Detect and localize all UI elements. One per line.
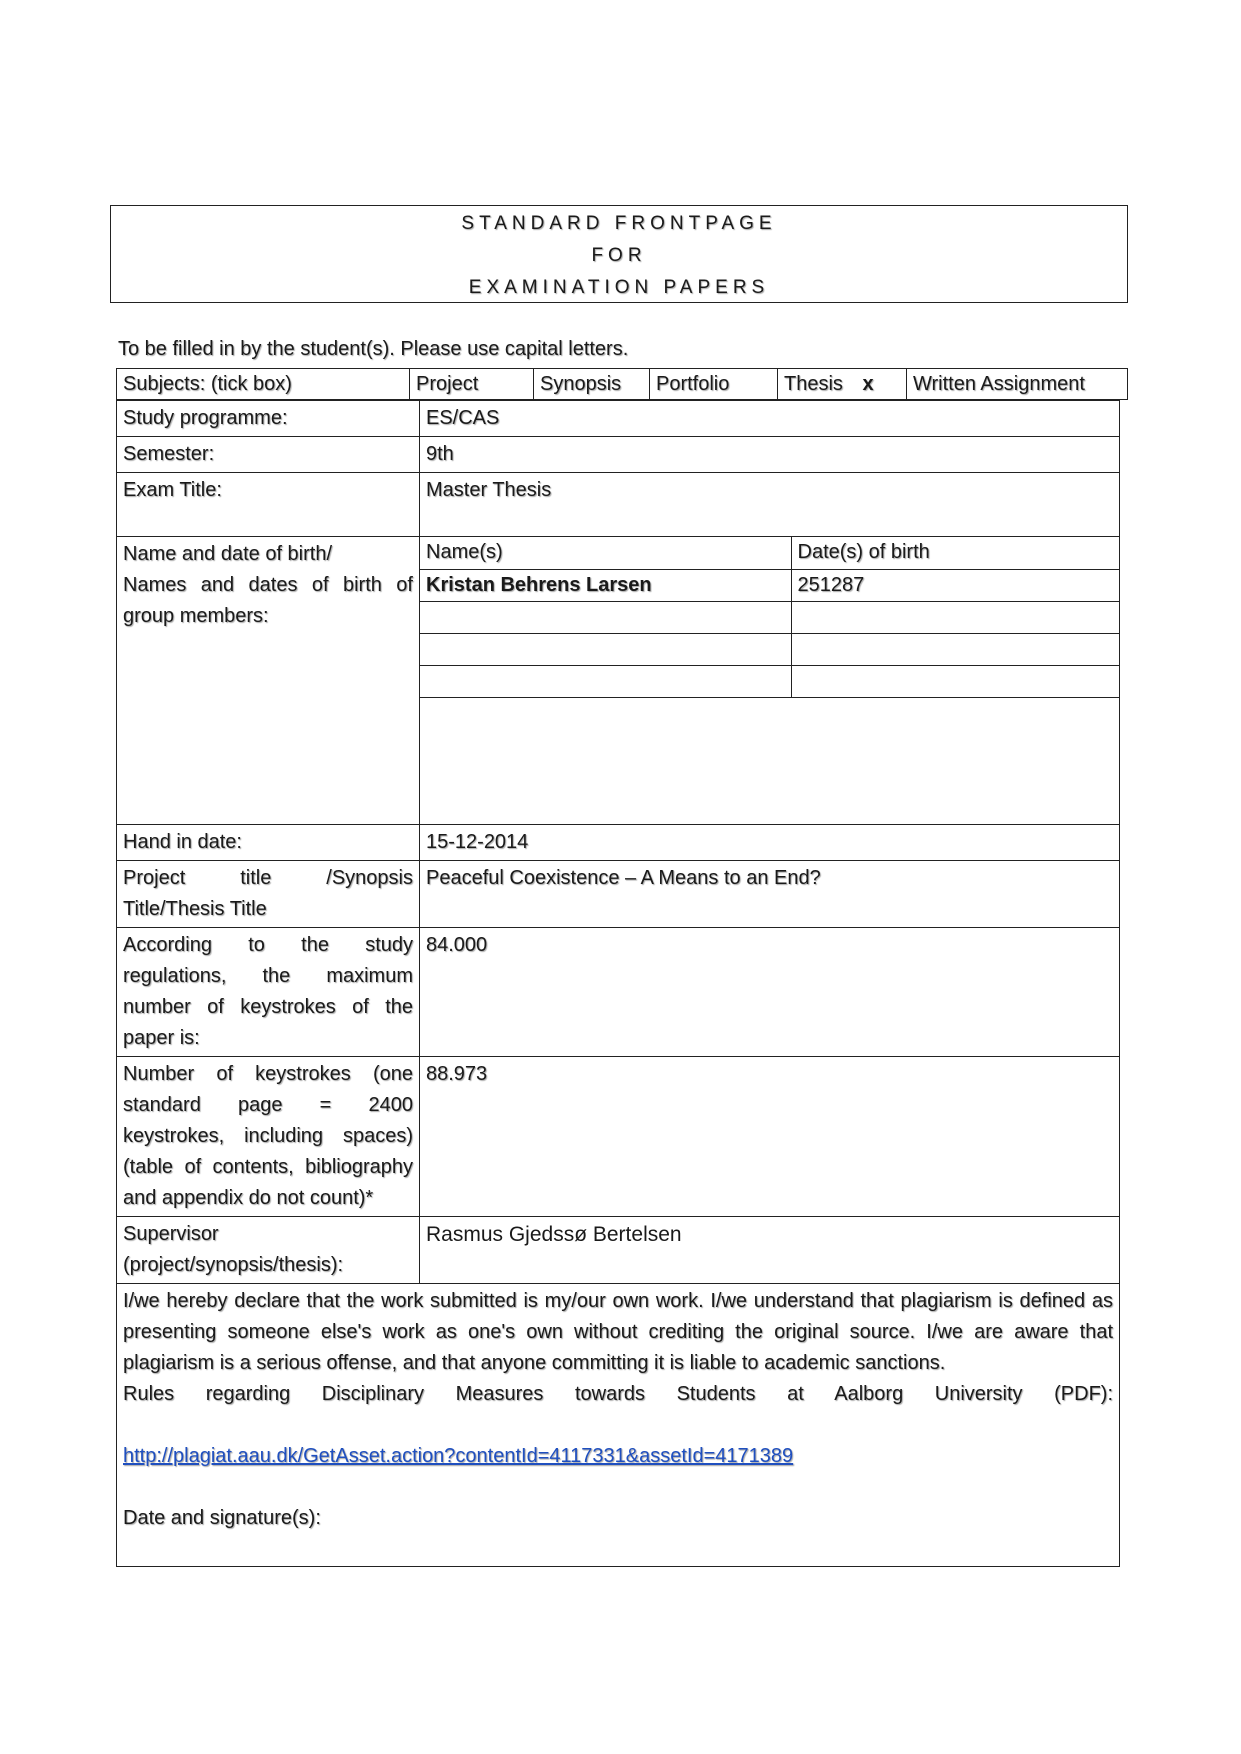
- subjects-label: Subjects: (tick box): [117, 369, 410, 399]
- subject-thesis-label: Thesis: [784, 373, 843, 395]
- signature-label: Date and signature(s):: [123, 1507, 321, 1529]
- study-programme-value[interactable]: ES/CAS: [420, 401, 1120, 437]
- names-header: Name(s): [420, 537, 791, 569]
- title-value[interactable]: Peaceful Coexistence – A Means to an End?: [420, 861, 1120, 928]
- row-keystrokes: [117, 1057, 1120, 1217]
- name-label-line-2: Names and dates of birth of group members:: [123, 574, 413, 627]
- subjects-row: [116, 368, 1128, 400]
- row-max-keystrokes: [117, 928, 1120, 1057]
- keystrokes-value[interactable]: 88.973: [420, 1057, 1120, 1217]
- member-name-3[interactable]: [420, 633, 791, 665]
- declaration-cell: [117, 1284, 1120, 1567]
- hand-in-label: Hand in date:: [117, 825, 420, 861]
- row-group-members: [117, 537, 1120, 825]
- member-dob-2[interactable]: [791, 601, 1119, 633]
- declaration-text: I/we hereby declare that the work submitted is my/our own work. I/we understand that plagiarism is defined as presenting someone else's work as one's own without crediting the original source. I/we are aware that plagiarism is a serious offense, and that anyone committing it is liable to academic sanctions.: [123, 1290, 1113, 1374]
- exam-form-table: [116, 400, 1120, 1567]
- member-name-2[interactable]: [420, 601, 791, 633]
- semester-value[interactable]: 9th: [420, 437, 1120, 473]
- row-exam-title: [117, 473, 1120, 537]
- row-title: [117, 861, 1120, 928]
- subject-thesis[interactable]: [778, 369, 907, 399]
- max-keystrokes-value[interactable]: 84.000: [420, 928, 1120, 1057]
- member-dob-1[interactable]: 251287: [791, 569, 1119, 601]
- row-study-programme: [117, 401, 1120, 437]
- group-members-cell: [420, 537, 1120, 825]
- semester-label: Semester:: [117, 437, 420, 473]
- row-supervisor: [117, 1217, 1120, 1284]
- row-semester: [117, 437, 1120, 473]
- subject-synopsis[interactable]: Synopsis: [534, 369, 650, 399]
- member-dob-3[interactable]: [791, 633, 1119, 665]
- member-name-4[interactable]: [420, 665, 791, 697]
- frontpage-header: [110, 205, 1128, 303]
- exam-title-label: Exam Title:: [117, 473, 420, 537]
- thesis-tick-mark: x: [862, 373, 874, 395]
- subject-project[interactable]: Project: [410, 369, 534, 399]
- dob-header: Date(s) of birth: [791, 537, 1119, 569]
- name-label-line-1: Name and date of birth/: [123, 543, 333, 565]
- keystrokes-label: Number of keystrokes (one standard page = 2400 keystrokes, including spaces) (table of contents, bibliography and appendix do not count)*: [117, 1057, 420, 1217]
- row-declaration: [117, 1284, 1120, 1567]
- max-keystrokes-label: According to the study regulations, the maximum number of keystrokes of the paper is:: [117, 928, 420, 1057]
- header-line-3: EXAMINATION PAPERS: [468, 277, 770, 298]
- row-hand-in: [117, 825, 1120, 861]
- group-members-label: [117, 537, 420, 825]
- title-label: Project title /Synopsis Title/Thesis Title: [117, 861, 420, 928]
- plagiarism-link[interactable]: http://plagiat.aau.dk/GetAsset.action?contentId=4117331&assetId=4171389: [123, 1445, 794, 1467]
- instruction-text: To be filled in by the student(s). Please use capital letters.: [118, 338, 629, 360]
- supervisor-value[interactable]: Rasmus Gjedssø Bertelsen: [420, 1217, 1120, 1284]
- subject-written-assignment[interactable]: Written Assignment: [913, 373, 1085, 395]
- hand-in-value[interactable]: 15-12-2014: [420, 825, 1120, 861]
- member-name-1[interactable]: Kristan Behrens Larsen: [420, 569, 791, 601]
- subject-portfolio[interactable]: Portfolio: [650, 369, 778, 399]
- names-table: [420, 537, 1119, 698]
- supervisor-label: Supervisor (project/synopsis/thesis):: [117, 1217, 420, 1284]
- study-programme-label: Study programme:: [117, 401, 420, 437]
- exam-title-value[interactable]: Master Thesis: [420, 473, 1120, 537]
- header-line-2: FOR: [591, 245, 647, 266]
- header-line-1: STANDARD FRONTPAGE: [461, 213, 777, 234]
- member-dob-4[interactable]: [791, 665, 1119, 697]
- rules-text: Rules regarding Disciplinary Measures towards Students at Aalborg University (PDF):: [123, 1383, 1113, 1405]
